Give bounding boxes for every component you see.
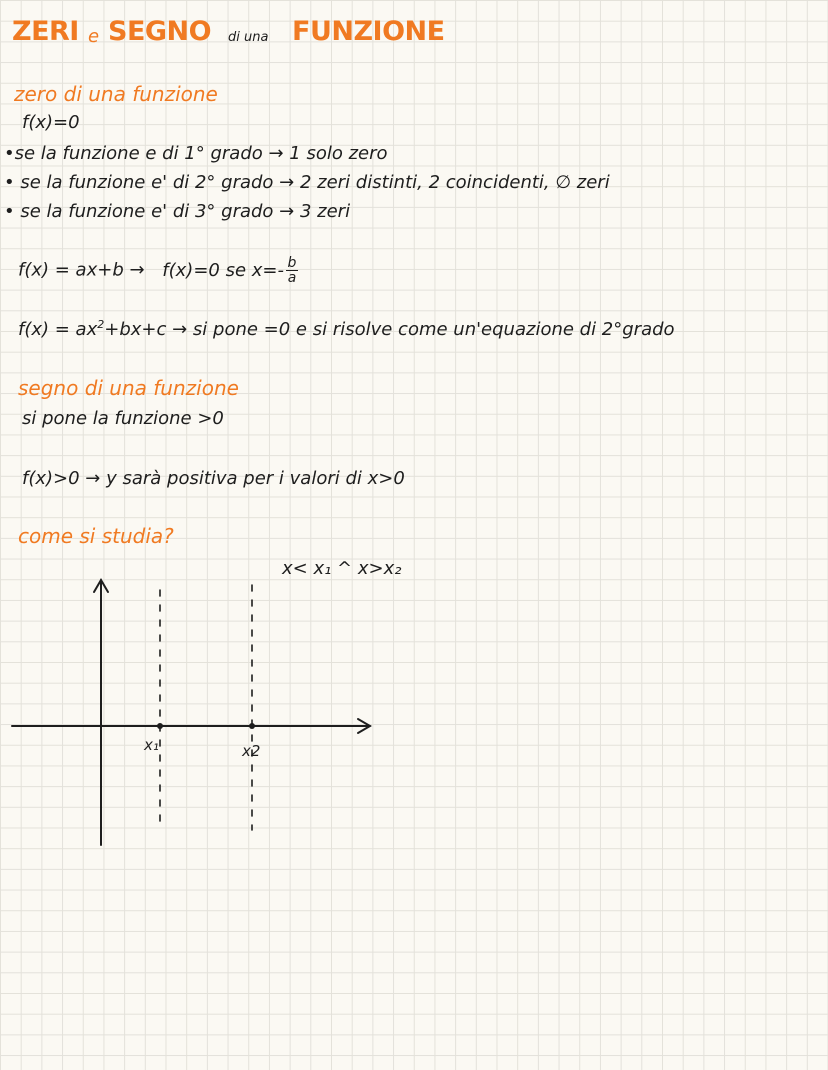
title-segno: SEGNO bbox=[108, 16, 212, 47]
zero-heading: zero di una funzione bbox=[14, 82, 218, 106]
title-zeri: ZERI bbox=[12, 16, 79, 47]
title-di-una: di una bbox=[228, 30, 269, 45]
sign-line-1: si pone la funzione >0 bbox=[22, 408, 224, 429]
graph-condition: x< x₁ ^ x>x₂ bbox=[282, 558, 402, 579]
study-question: come si studia? bbox=[18, 524, 174, 548]
sign-heading: segno di una funzione bbox=[18, 376, 239, 400]
label-x1: x₁ bbox=[144, 736, 159, 754]
bullet-first-degree: •se la funzione e di 1° grado → 1 solo zero bbox=[4, 143, 388, 164]
linear-zero-condition: f(x)=0 se x=- bbox=[162, 259, 284, 281]
title-e: e bbox=[88, 26, 100, 47]
x1-point bbox=[157, 723, 163, 729]
exponent: 2 bbox=[97, 318, 105, 331]
x2-point bbox=[249, 723, 255, 729]
quadratic-formula: $f(x) = ax^2+bx+c$ → si pone =0 e si risolve come un'equazione di 2°grado bbox=[18, 318, 675, 340]
label-x2: x2 bbox=[242, 742, 261, 760]
bullet-third-degree: • se la funzione e' di 3° grado → 3 zeri bbox=[4, 201, 351, 222]
linear-lhs: f(x) = ax+b → bbox=[18, 259, 145, 281]
title-funzione: FUNZIONE bbox=[292, 16, 445, 47]
fraction-b-over-a: $\frac{b}{a}$ bbox=[287, 255, 297, 286]
zero-definition: f(x)=0 bbox=[22, 112, 80, 133]
sign-line-2: f(x)>0 → y sarà positiva per i valori di x>0 bbox=[22, 468, 405, 489]
bullet-second-degree: • se la funzione e' di 2° grado → 2 zeri distinti, 2 coincidenti, ∅ zeri bbox=[4, 172, 610, 193]
